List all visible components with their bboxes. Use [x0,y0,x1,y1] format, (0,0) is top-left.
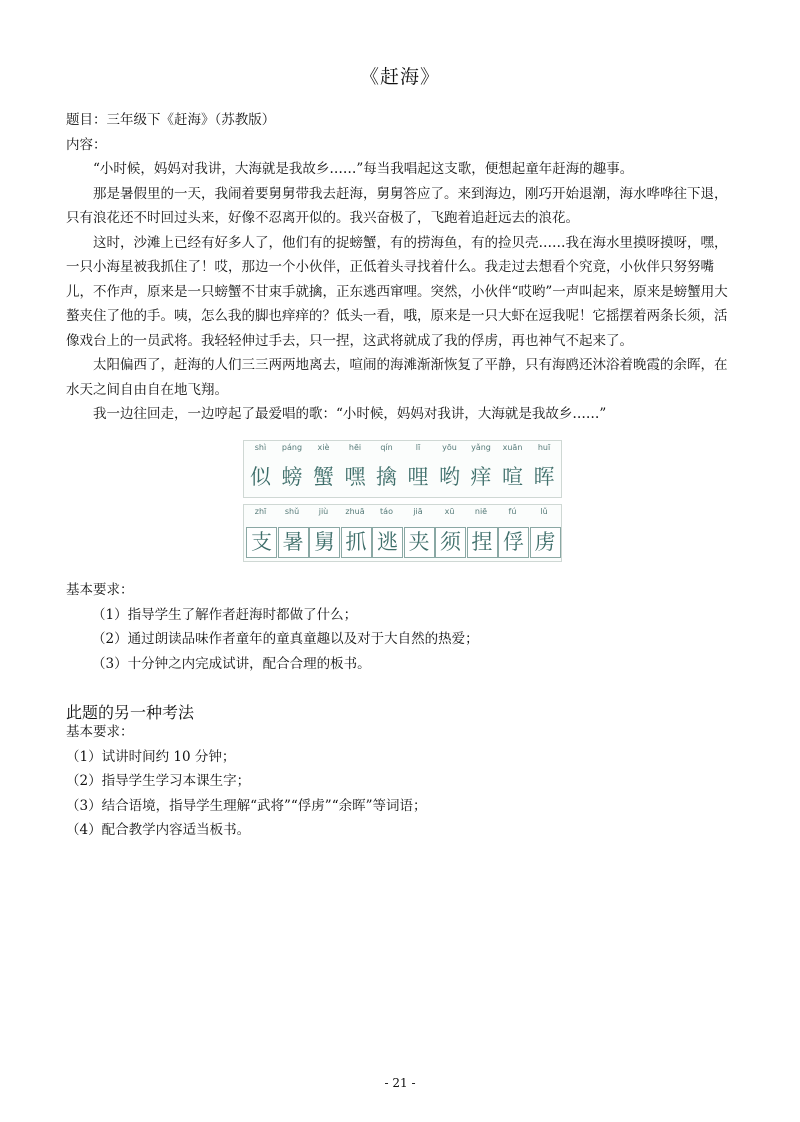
pinyin-label: zhuā [345,507,365,516]
paragraph: 这时，沙滩上已经有好多人了，他们有的捉螃蟹，有的捞海鱼，有的捡贝壳……我在海水里摸呀摸呀，嘿，一只小海星被我抓住了！哎，那边一个小伙伴，正低着头寻找着什么。我走过去想看个究竟，小伙伴只努努嘴儿，不作声，原来是一只螃蟹不甘束手就擒，正东逃西窜哩。突然，小伙伴“哎哟”一声叫起来，原来是螃蟹用大螯夹住了他的手。咦，怎么我的脚也痒痒的？低头一看，哦，原来是一只大虾在逗我呢！它摇摆着两条长须，活像戏台上的一员武将。我轻轻伸过手去，只一捏，这武将就成了我的俘虏，再也神气不起来了。 [66,234,728,349]
character-card [434,505,465,561]
pinyin-label: zhī [254,507,267,516]
pinyin-label: shì [254,443,267,452]
topic-line: 题目：三年级下《赶海》（苏教版） [66,112,276,128]
character-card [497,505,528,561]
pinyin-label: hēi [348,443,362,452]
requirements-label: 基本要求： [66,582,134,598]
content-label: 内容： [66,136,107,153]
character-card [434,441,465,497]
character-card [466,441,497,497]
character-card [245,505,276,561]
character-card [371,441,402,497]
requirements [66,578,734,676]
hanzi-character: 痒 [470,465,492,489]
pinyin-label: lǔ [540,507,548,516]
character-card [529,505,560,561]
pinyin-label: yǎng [471,443,491,452]
hanzi-character: 喧 [502,465,523,489]
hanzi-character: 支 [246,527,277,558]
paragraph: 太阳偏西了，赶海的人们三三两两地离去，喧闹的海滩渐渐恢复了平静，只有海鸥还沐浴着晚霞的余晖，在水天之间自由自在地飞翔。 [66,357,728,398]
character-card [371,505,402,561]
pinyin-label: huī [537,443,551,452]
pinyin-label: jiā [413,507,423,516]
pinyin-label: xiè [317,443,330,452]
page-title: 《赶海》 [359,66,440,88]
character-card [308,441,339,497]
requirement-item: （1）指导学生了解作者赶海时都做了什么； [92,606,358,623]
hanzi-character: 舅 [309,527,340,558]
pinyin-label: páng [281,443,303,452]
hanzi-character: 须 [435,527,466,558]
hanzi-character: 擒 [376,465,397,489]
character-card [497,441,528,497]
hanzi-character: 晖 [533,465,555,489]
paragraph: “小时候，妈妈对我讲，大海就是我故乡……”每当我唱起这支歌，便想起童年赶海的趣事。 [93,161,634,177]
pinyin-label: xū [444,507,455,516]
alternate-item: （1）试讲时间约 10 分钟； [66,748,236,765]
passage [66,108,734,427]
alternate-heading: 此题的另一种考法 [66,703,195,722]
paragraph: 那是暑假里的一天，我闹着要舅舅带我去赶海，舅舅答应了。来到海边，刚巧开始退潮，海水哗哗往下退，只有浪花还不时回过头来，好像不忍离开似的。我兴奋极了，飞跑着追赶远去的浪花。 [66,185,728,226]
character-card [340,441,371,497]
pinyin-label: fú [508,507,517,516]
pinyin-label: shǔ [284,507,300,516]
hanzi-character: 嘿 [344,465,366,489]
character-card [277,441,308,497]
character-card [466,505,497,561]
character-card [277,505,308,561]
character-card [340,505,371,561]
pinyin-label: lī [415,443,421,452]
character-card [245,441,276,497]
pinyin-label: qín [380,443,393,452]
pinyin-label: táo [380,507,393,516]
hanzi-character: 哟 [439,465,460,489]
hanzi-character: 蟹 [313,465,334,489]
character-card [529,441,560,497]
paragraph: 我一边往回走，一边哼起了最爱唱的歌：“小时候，妈妈对我讲，大海就是我故乡……” [93,406,607,422]
character-card-row-2 [243,504,562,562]
hanzi-character: 捏 [467,527,498,558]
pinyin-label: niē [474,507,488,516]
requirement-item: （3）十分钟之内完成试讲，配合合理的板书。 [92,655,371,672]
hanzi-character: 哩 [407,465,429,489]
character-card-row-1 [243,440,562,498]
character-card [308,505,339,561]
alternate-item: （2）指导学生学习本课生字； [66,773,251,789]
alternate-item: （4）配合教学内容适当板书。 [66,822,251,838]
hanzi-character: 暑 [278,527,309,558]
pinyin-label: xuān [502,443,523,452]
character-cards [243,440,560,562]
character-card [403,441,434,497]
character-card [403,505,434,561]
alternate-item: （3）结合语境，指导学生理解“武将”“俘虏”“余晖”等词语； [66,797,427,814]
requirement-item: （2）通过朗读品味作者童年的童真童趣以及对于大自然的热爱； [92,631,479,647]
hanzi-character: 似 [250,465,271,489]
alternate-requirements [66,720,734,843]
pinyin-label: yōu [442,443,457,452]
hanzi-character: 抓 [341,527,372,558]
page-number: - 21 - [384,1076,416,1090]
pinyin-label: jiù [318,507,329,516]
hanzi-character: 螃 [281,465,303,489]
hanzi-character: 虏 [530,527,561,558]
hanzi-character: 夹 [404,527,435,558]
alternate-label: 基本要求： [66,724,134,740]
hanzi-character: 俘 [498,527,529,558]
hanzi-character: 逃 [372,527,403,558]
